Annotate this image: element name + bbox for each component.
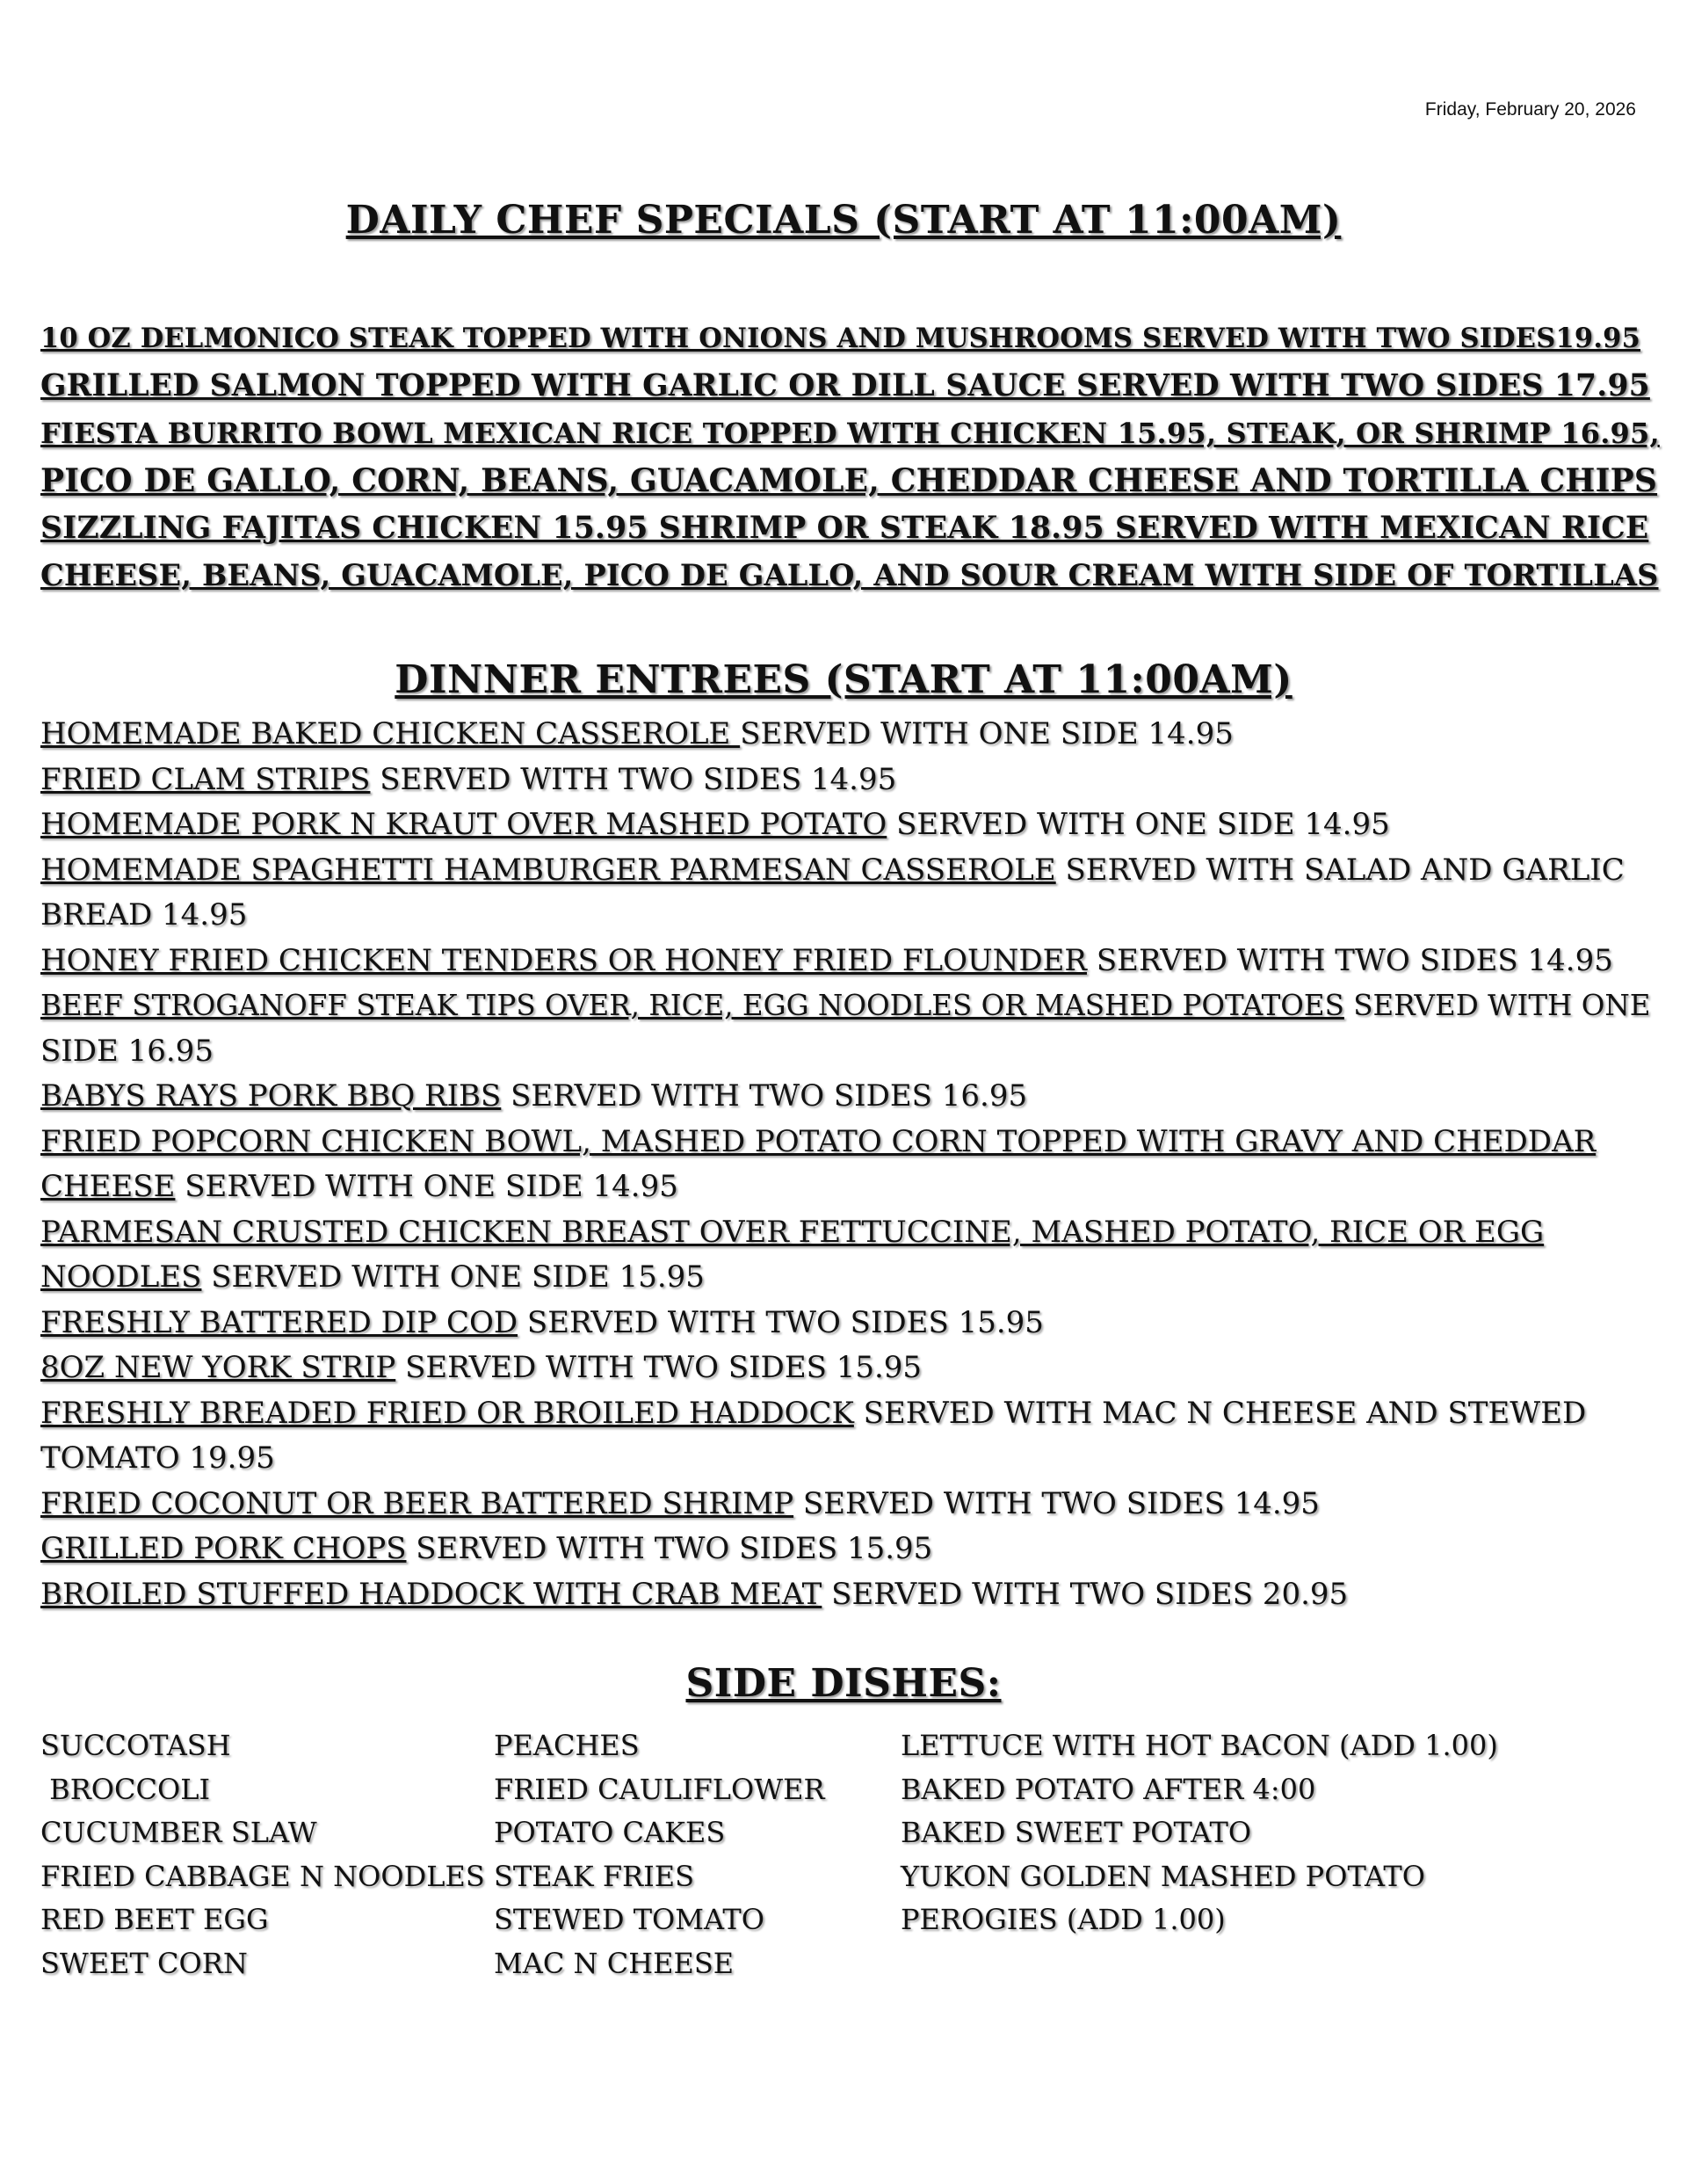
entree-detail: SERVED WITH ONE SIDE 15.95: [201, 1259, 705, 1295]
entree-name: PARMESAN CRUSTED CHICKEN BREAST OVER FETTUCCINE, MASHED POTATO, RICE OR EGG: [40, 1214, 1545, 1250]
side-item: BAKED SWEET POTATO: [901, 1816, 1252, 1849]
side-item: BAKED POTATO AFTER 4:00: [901, 1772, 1316, 1806]
special-line: PICO DE GALLO, CORN, BEANS, GUACAMOLE, CHEDDAR CHEESE AND TORTILLA CHIPS: [40, 462, 1658, 499]
entree-line: [40, 1527, 1666, 1572]
entree-name: BABYS RAYS PORK BBQ RIBS: [40, 1078, 502, 1114]
entree-detail: SERVED WITH ONE SIDE 14.95: [175, 1169, 678, 1204]
sides-column-2: [494, 1724, 825, 1985]
entree-line: [40, 1436, 1666, 1482]
special-line: 10 OZ DELMONICO STEAK TOPPED WITH ONIONS AND MUSHROOMS SERVED WITH TWO SIDES19.95: [40, 323, 1640, 354]
entree-line: [40, 848, 1666, 894]
special-line: CHEESE, BEANS, GUACAMOLE, PICO DE GALLO, AND SOUR CREAM WITH SIDE OF TORTILLAS: [40, 558, 1659, 592]
entree-name: CHEESE: [40, 1169, 176, 1204]
entree-detail: SERVED WITH TWO SIDES 16.95: [501, 1078, 1028, 1114]
side-item: POTATO CAKES: [494, 1816, 726, 1849]
entree-line: [40, 1210, 1666, 1256]
entree-line: [40, 712, 1666, 758]
special-line: SIZZLING FAJITAS CHICKEN 15.95 SHRIMP OR STEAK 18.95 SERVED WITH MEXICAN RICE: [40, 511, 1649, 546]
entree-line: [40, 893, 1666, 939]
entree-name: BEEF STROGANOFF STEAK TIPS OVER, RICE, EGG NOODLES OR MASHED POTATOES: [40, 989, 1344, 1022]
entree-line: [40, 1255, 1666, 1301]
entree-line: [40, 1301, 1666, 1346]
side-item: PEACHES: [494, 1729, 640, 1762]
entree-line: [40, 1120, 1666, 1165]
entree-name: NOODLES: [40, 1259, 202, 1295]
entree-detail: SERVED WITH ONE: [1343, 989, 1651, 1022]
entree-detail: SERVED WITH SALAD AND GARLIC: [1055, 852, 1625, 888]
side-item: MAC N CHEESE: [494, 1946, 735, 1980]
entree-line: [40, 1572, 1666, 1618]
entree-name: HOMEMADE BAKED CHICKEN CASSEROLE: [40, 716, 741, 751]
entree-line: [40, 983, 1666, 1029]
special-line: FIESTA BURRITO BOWL MEXICAN RICE TOPPED WITH CHICKEN 15.95, STEAK, OR SHRIMP 16.95,: [40, 417, 1660, 450]
entree-detail: SERVED WITH TWO SIDES 14.95: [793, 1485, 1320, 1521]
side-item: FRIED CAULIFLOWER: [494, 1772, 825, 1806]
side-item: PEROGIES (ADD 1.00): [901, 1903, 1226, 1936]
entree-line: [40, 1391, 1666, 1437]
entree-name: FRIED POPCORN CHICKEN BOWL, MASHED POTATO CORN TOPPED WITH GRAVY AND CHEDDAR: [40, 1123, 1596, 1159]
side-item: LETTUCE WITH HOT BACON (ADD 1.00): [901, 1729, 1498, 1762]
entree-line: [40, 939, 1666, 984]
entree-name: BROILED STUFFED HADDOCK WITH CRAB MEAT: [40, 1576, 822, 1612]
entree-name: HONEY FRIED CHICKEN TENDERS OR HONEY FRIED FLOUNDER: [40, 942, 1088, 978]
entree-detail: SERVED WITH ONE SIDE 14.95: [740, 716, 1234, 751]
entree-detail: TOMATO 19.95: [40, 1440, 275, 1476]
side-item: CUCUMBER SLAW: [40, 1816, 317, 1849]
entree-line: [40, 758, 1666, 803]
sides-column-3: [901, 1724, 1498, 1942]
entree-line: [40, 802, 1666, 848]
entree-name: HOMEMADE SPAGHETTI HAMBURGER PARMESAN CASSEROLE: [40, 852, 1056, 888]
side-item: SWEET CORN: [40, 1946, 248, 1980]
entree-name: HOMEMADE PORK N KRAUT OVER MASHED POTATO: [40, 807, 887, 842]
entree-name: FRIED COCONUT OR BEER BATTERED SHRIMP: [40, 1485, 794, 1521]
entree-line: [40, 1346, 1666, 1391]
sides-title: SIDE DISHES:: [685, 1661, 1002, 1706]
entree-detail: SERVED WITH TWO SIDES 15.95: [395, 1350, 923, 1385]
special-line: GRILLED SALMON TOPPED WITH GARLIC OR DILL SAUCE SERVED WITH TWO SIDES 17.95: [40, 368, 1650, 403]
entree-detail: SERVED WITH TWO SIDES 14.95: [1087, 942, 1613, 978]
entree-name: GRILLED PORK CHOPS: [40, 1531, 407, 1566]
entree-detail: SERVED WITH TWO SIDES 14.95: [370, 761, 897, 797]
side-item: FRIED CABBAGE N NOODLES: [40, 1859, 485, 1893]
entree-name: 8OZ NEW YORK STRIP: [40, 1350, 396, 1385]
entree-name: FRESHLY BREADED FRIED OR BROILED HADDOCK: [40, 1395, 854, 1431]
entree-detail: BREAD 14.95: [40, 897, 248, 932]
entree-detail: SERVED WITH TWO SIDES 15.95: [518, 1304, 1044, 1340]
entree-detail: SERVED WITH ONE SIDE 14.95: [887, 807, 1390, 842]
entree-line: [40, 1074, 1666, 1120]
entree-line: [40, 1165, 1666, 1210]
entree-line: [40, 1029, 1666, 1075]
specials-title: DAILY CHEF SPECIALS (START AT 11:00AM): [345, 198, 1342, 243]
entrees-list: [40, 712, 1666, 1617]
sides-column-1: [40, 1724, 485, 1985]
side-item: YUKON GOLDEN MASHED POTATO: [901, 1859, 1425, 1893]
side-item: STEAK FRIES: [494, 1859, 695, 1893]
entree-detail: SERVED WITH TWO SIDES 15.95: [406, 1531, 933, 1566]
entree-name: FRIED CLAM STRIPS: [40, 761, 371, 797]
side-item: BROCCOLI: [40, 1772, 211, 1806]
entree-line: [40, 1482, 1666, 1527]
entree-detail: SERVED WITH TWO SIDES 20.95: [822, 1576, 1349, 1612]
entree-detail: SIDE 16.95: [40, 1033, 214, 1069]
date-text: Friday, February 20, 2026: [1424, 99, 1636, 120]
side-item: SUCCOTASH: [40, 1729, 231, 1762]
side-item: STEWED TOMATO: [494, 1903, 764, 1936]
entrees-title: DINNER ENTREES (START AT 11:00AM): [395, 657, 1292, 702]
entree-detail: SERVED WITH MAC N CHEESE AND STEWED: [853, 1395, 1587, 1431]
side-item: RED BEET EGG: [40, 1903, 269, 1936]
specials-list: [40, 315, 1666, 599]
entree-name: FRESHLY BATTERED DIP COD: [40, 1304, 518, 1340]
